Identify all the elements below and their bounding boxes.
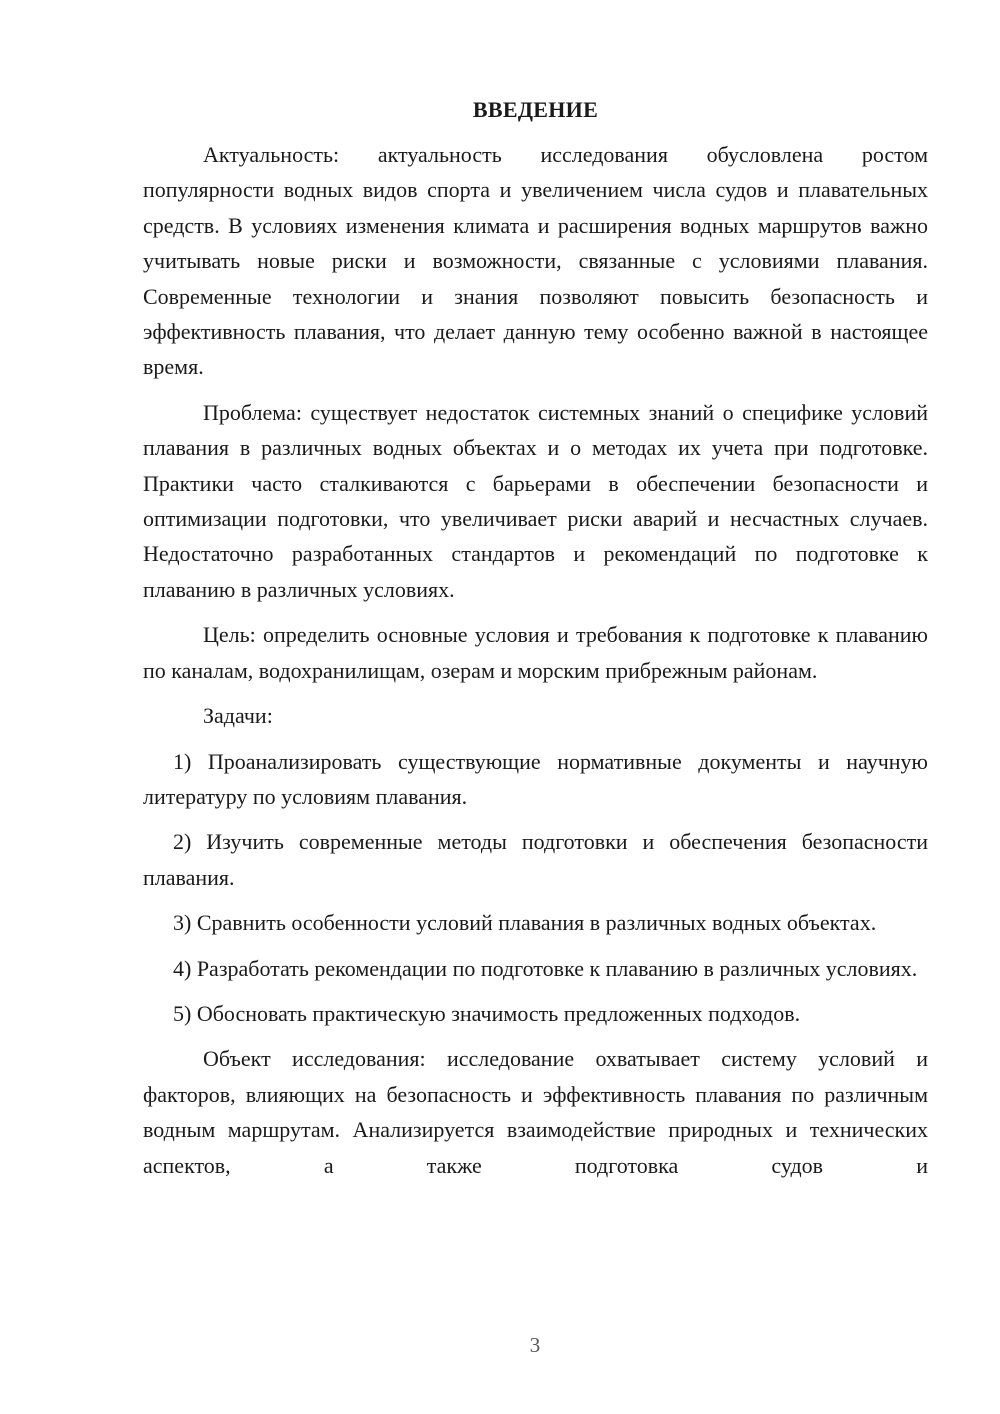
tasks-heading: Задачи: [203, 703, 273, 729]
paragraph-problem: Проблема: существует недостаток системных знаний о специфике условий плавания в различных водных объектах и о методах их учета при подготовке. Практики часто сталкиваются с барьерами в обеспечении безопасности и оптимизации подготовки, что увеличивает риски аварий и несчастных случаев. Недостаточно разработанных стандартов и рекомендаций по подготовке к плаванию в различных условиях. [143, 399, 928, 602]
paragraph-goal: Цель: определить основные условия и требования к подготовке к плаванию по каналам, водохранилищам, озерам и морским прибрежным районам. [143, 622, 928, 683]
section-title: ВВЕДЕНИЕ [472, 97, 599, 122]
task-item-2: 2) Изучить современные методы подготовки и обеспечения безопасности плавания. [143, 829, 928, 890]
paragraph-object: Объект исследования: исследование охватывает систему условий и факторов, влияющих на безопасность и эффективность плавания по различным водным маршрутам. Анализируется взаимодействие природных и технических аспектов, а также подготовка судов и [143, 1046, 928, 1178]
paragraph-relevance: Актуальность: актуальность исследования обусловлена ростом популярности водных видов спорта и увеличением числа судов и плавательных средств. В условиях изменения климата и расширения водных маршрутов важно учитывать новые риски и возможности, связанные с условиями плавания. Современные технологии и знания позволяют повысить безопасность и эффективность плавания, что делает данную тему особенно важной в настоящее время. [143, 142, 928, 380]
task-item-5: 5) Обосновать практическую значимость предложенных подходов. [173, 1000, 801, 1026]
page-number: 3 [529, 1333, 541, 1357]
task-item-1: 1) Проанализировать существующие нормативные документы и научную литературу по условиям плавания. [143, 748, 928, 809]
task-item-4: 4) Разработать рекомендации по подготовке к плаванию в различных условиях. [173, 955, 918, 981]
document-page [143, 92, 928, 1183]
task-item-3: 3) Сравнить особенности условий плавания в различных водных объектах. [173, 910, 877, 936]
